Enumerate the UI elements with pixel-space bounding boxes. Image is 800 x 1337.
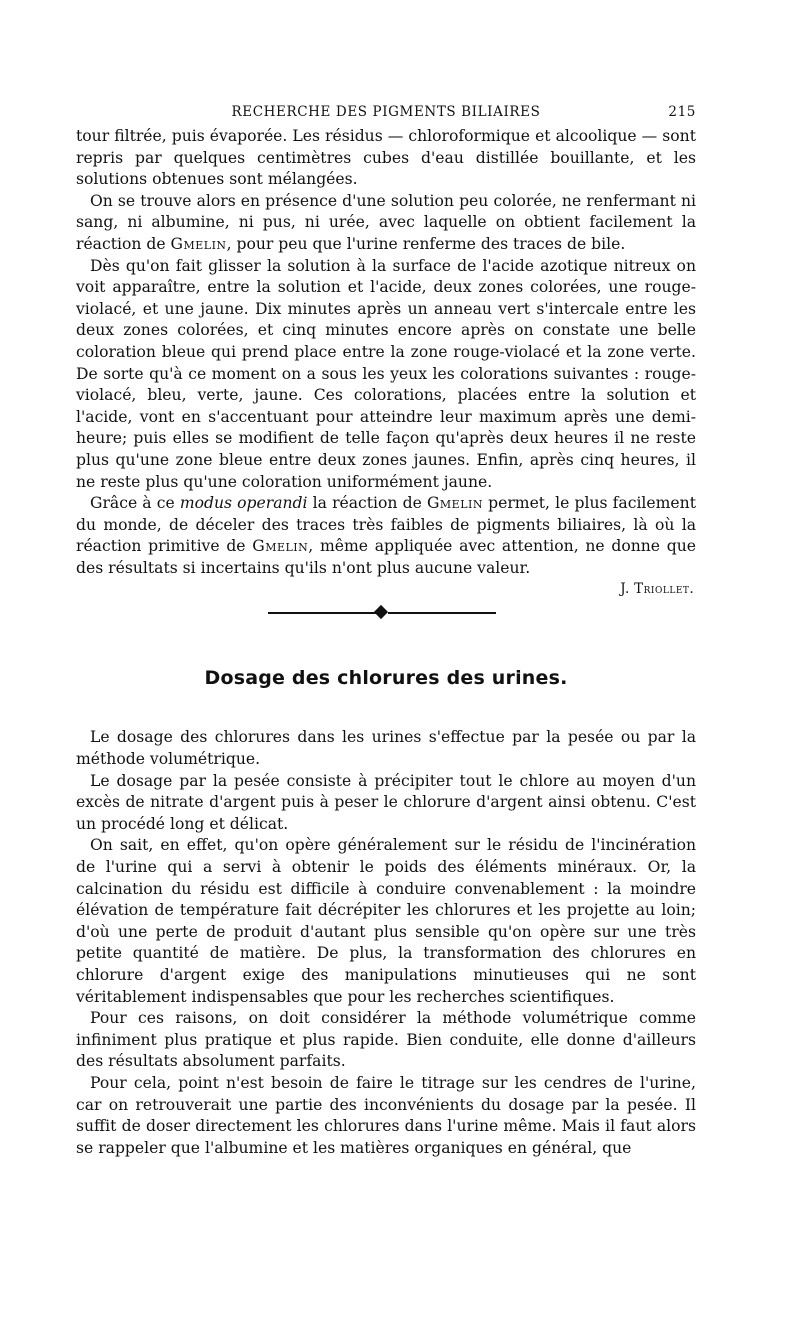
paragraph: tour filtrée, puis évaporée. Les résidus — chloroformique et alcoolique — sont repris par quelques centimètres cubes d'eau distillée bouillante, et les solutions obtenues sont mélangées. [76, 127, 696, 189]
author-name-gmelin: Gmelin [426, 494, 483, 513]
paragraph: Dès qu'on fait glisser la solution à la surface de l'acide azotique nitreux on voit apparaître, entre la solution et l'acide, deux zones colorées, une rouge-violacé, et une jaune. Dix minutes après un anneau vert s'intercale entre les deux zones colorées, et cinq minutes encore après on constate une belle coloration bleue qui prend place entre la zone rouge-violacé et la zone verte. De sorte qu'à ce moment on a sous les yeux les colorations suivantes : rouge-violacé, bleu, verte, jaune. Ces colorations, placées entre la solution et l'acide, vont en s'accentuant pour atteindre leur maximum après une demi-heure; puis elles se modifient de telle façon qu'après deux heures il ne reste plus qu'une zone bleue entre deux zones jaunes. Enfin, après cinq heures, il ne reste plus qu'une coloration uniformément jaune. [76, 256, 696, 491]
separator-line [268, 612, 376, 614]
diamond-ornament-icon [374, 605, 388, 619]
separator-line [388, 612, 496, 614]
article-pigments-biliaires [76, 126, 696, 579]
paragraph: Le dosage par la pesée consiste à précipiter tout le chlore au moyen d'un excès de nitrate d'argent puis à peser le chlorure d'argent ainsi obtenu. C'est un procédé long et délicat. [76, 771, 696, 833]
section-separator [76, 603, 696, 623]
paragraph: On sait, en effet, qu'on opère généralement sur le résidu de l'incinération de l'urine qui a servi à obtenir le poids des éléments minéraux. Or, la calcination du résidu est difficile à conduire convenablement : la moindre élévation de température fait décrépiter les chlorures et les projette au loin; d'où une perte de produit d'autant plus sensible qu'on opère sur une très petite quantité de matière. De plus, la transformation des chlorures en chlorure d'argent exige des manipulations minutieuses qui ne sont véritablement indispensables que pour les recherches scientifiques. [76, 836, 696, 1006]
author-signature: J. Triollet. [620, 581, 694, 598]
author-name-gmelin: Gmelin [170, 234, 227, 253]
paragraph: Grâce à ce modus operandi la réaction de Gmelin permet, le plus facilement du monde, de déceler des traces très faibles de pigments biliaires, là où la réaction primitive de Gmelin, même appliquée avec attention, ne donne que des résultats si incertains qu'ils n'ont plus aucune valeur. [76, 494, 696, 577]
running-title: RECHERCHE DES PIGMENTS BILIAIRES [231, 104, 541, 120]
paragraph: On se trouve alors en présence d'une solution peu colorée, ne renfermant ni sang, ni albumine, ni pus, ni urée, avec laquelle on obtient facilement la réaction de Gmelin, pour peu que l'urine renferme des traces de bile. [76, 191, 696, 253]
page [76, 104, 696, 1159]
paragraph: Pour cela, point n'est besoin de faire le titrage sur les cendres de l'urine, car on retrouverait une partie des inconvénients du dosage par la pesée. Il suffit de doser directement les chlorures dans l'urine même. Mais il faut alors se rappeler que l'albumine et les matières organiques en général, que [76, 1073, 696, 1157]
paragraph: Le dosage des chlorures dans les urines s'effectue par la pesée ou par la méthode volumétrique. [76, 728, 696, 769]
article-dosage-chlorures [76, 727, 696, 1159]
running-header [76, 104, 696, 126]
paragraph: Pour ces raisons, on doit considérer la méthode volumétrique comme infiniment plus pratique et plus rapide. Bien conduite, elle donne d'ailleurs des résultats absolument parfaits. [76, 1009, 696, 1071]
latin-term: modus operandi [179, 494, 308, 513]
section-title: Dosage des chlorures des urines. [204, 667, 568, 690]
author-name-gmelin: Gmelin [252, 537, 309, 556]
page-number: 215 [668, 104, 696, 120]
